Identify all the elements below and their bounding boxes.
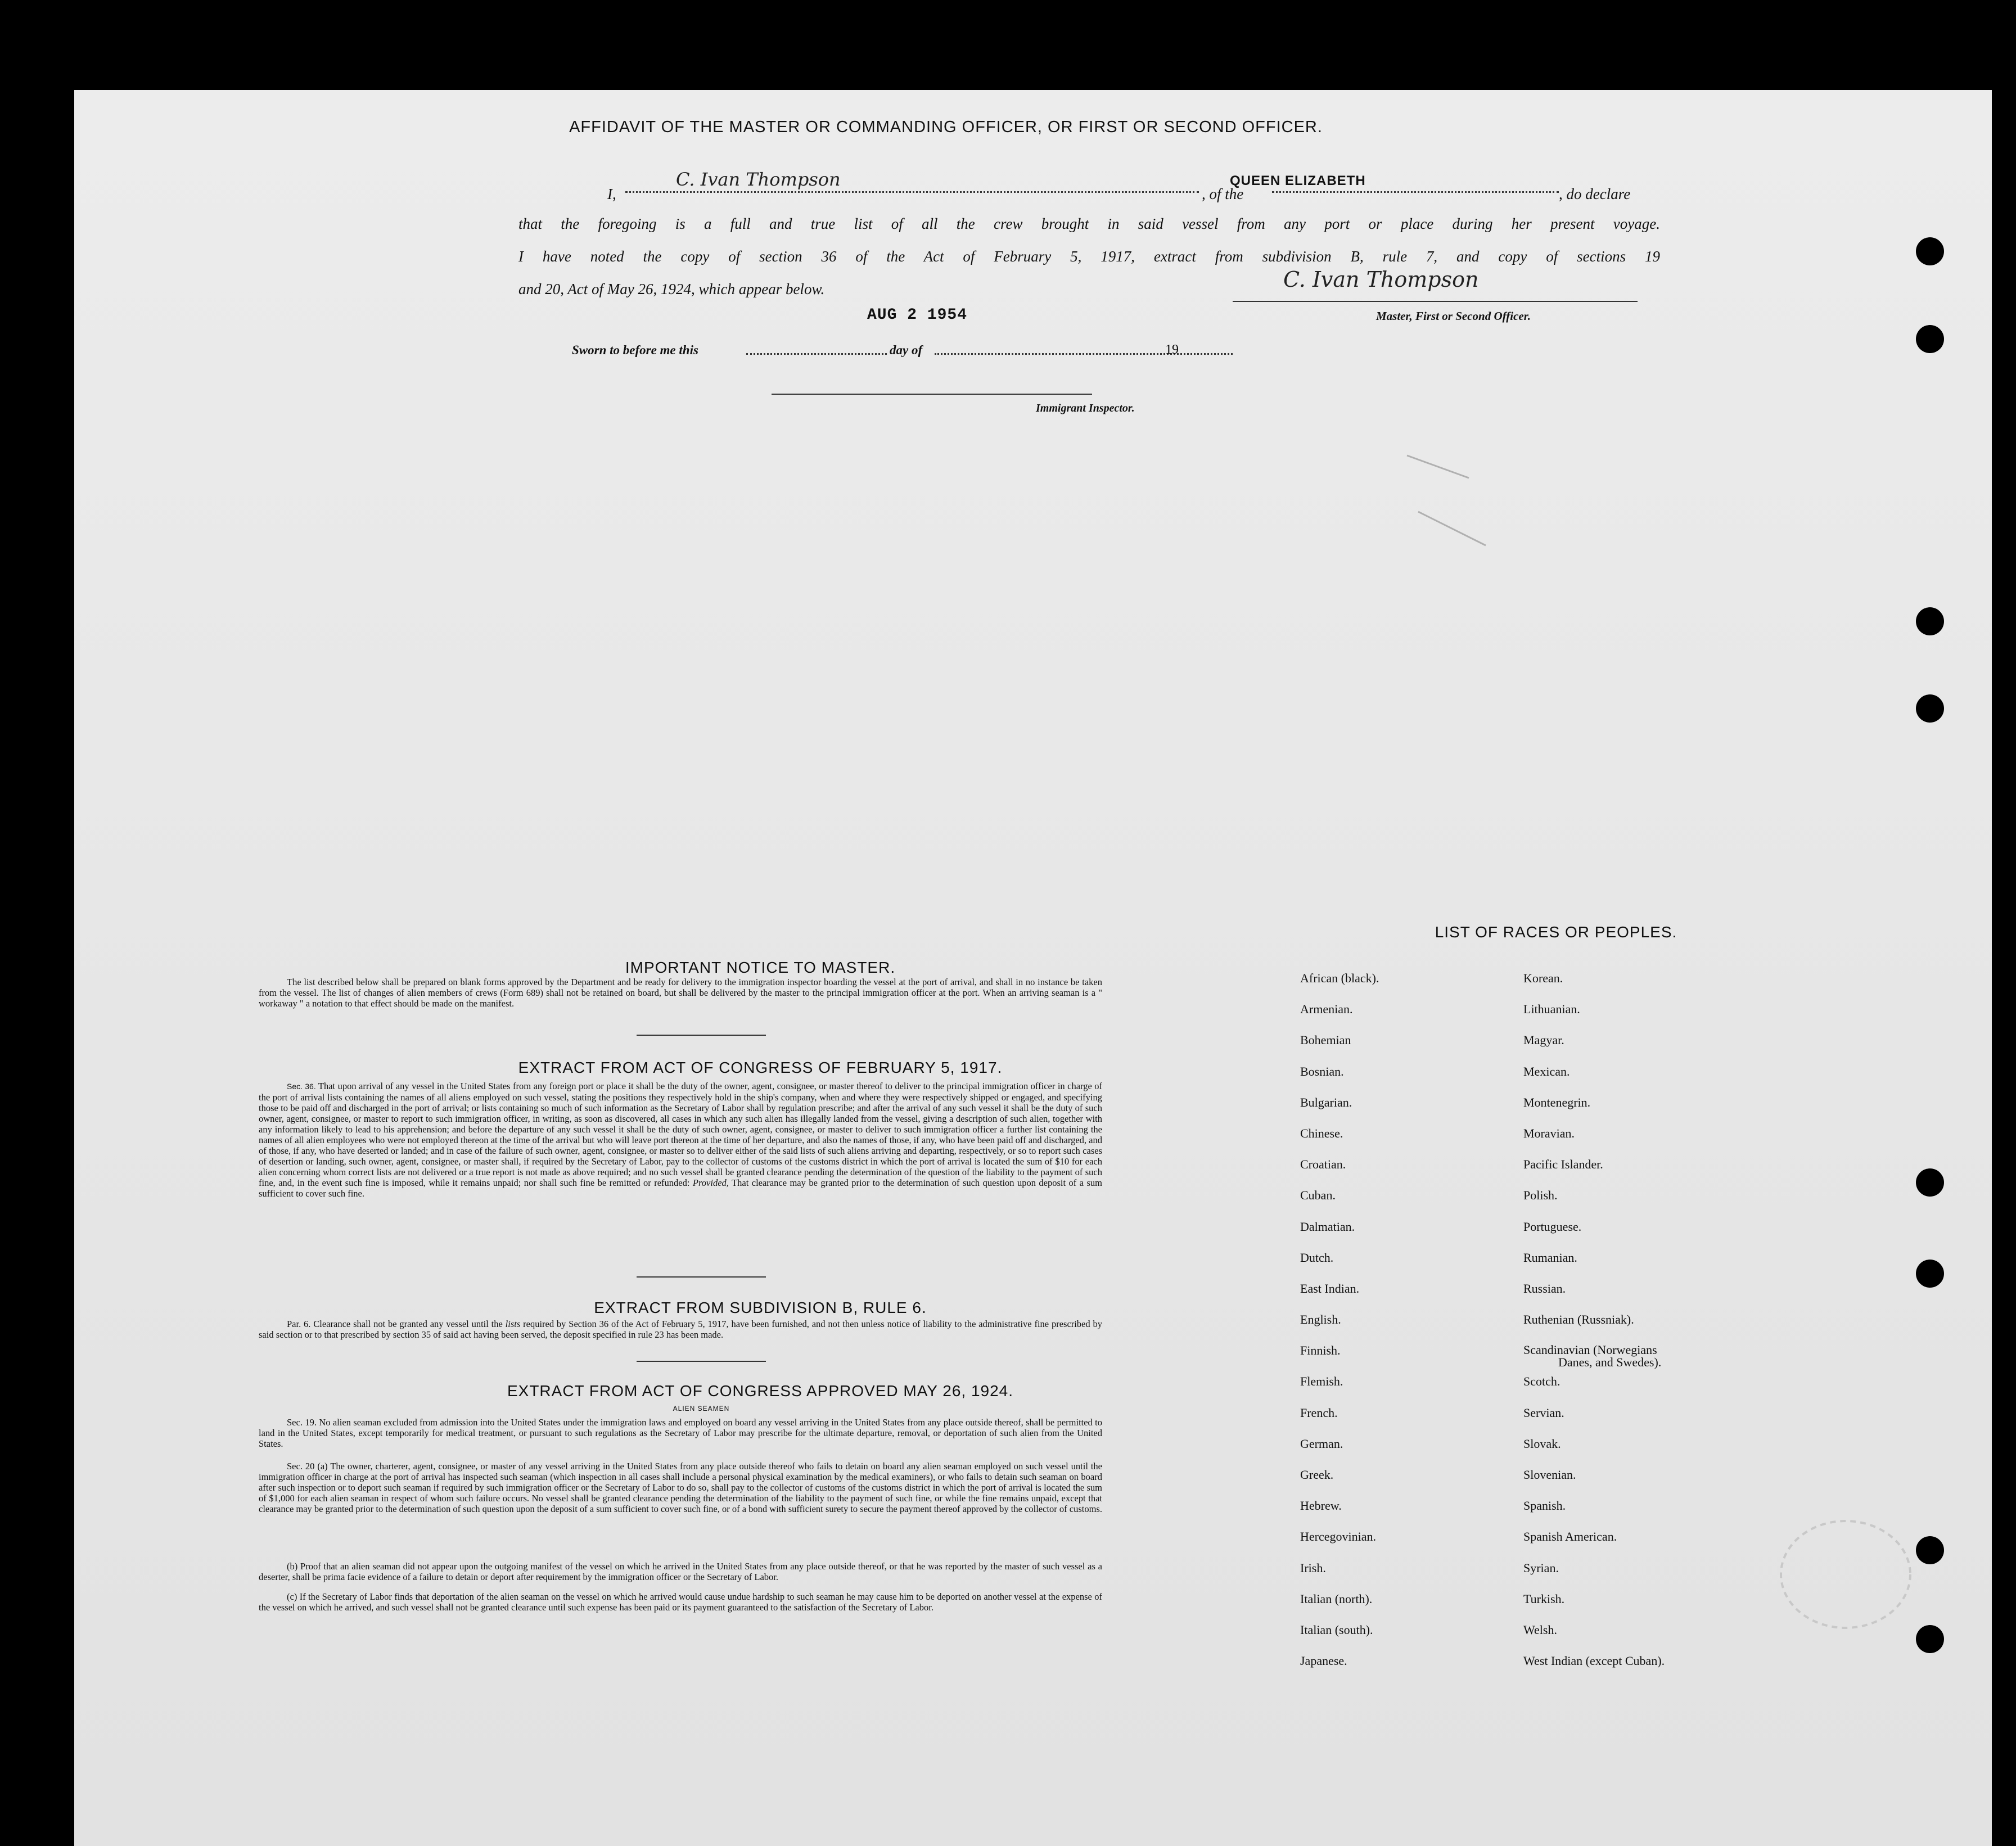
declaration-line-4: and 20, Act of May 26, 1924, which appear below. xyxy=(518,281,825,297)
punch-hole xyxy=(1916,1260,1944,1288)
par6-text-a: Clearance shall not be granted any vessel until the xyxy=(313,1319,503,1329)
year-prefix: 19 xyxy=(1165,342,1179,357)
race-item: Bulgarian. xyxy=(1300,1095,1352,1109)
officer-signature-line xyxy=(1233,301,1638,302)
sec20-label: Sec. 20 xyxy=(287,1461,315,1472)
sec20a-paragraph xyxy=(259,1461,1102,1514)
races-title: LIST OF RACES OR PEOPLES. xyxy=(1435,923,1677,941)
race-item: Dalmatian. xyxy=(1300,1219,1355,1234)
par6-text-b: required by Section 36 of the Act of February 5, 1917, have been furnished, and not then unless notice of liability to the administrative fine prescribed by said section or to that prescribed by section 35 of said act having been served, the deposit specified in rule 23 has been made. xyxy=(259,1319,1103,1340)
race-item: Greek. xyxy=(1300,1468,1334,1482)
extract-1917-body xyxy=(259,1081,1102,1199)
race-item: Pacific Islander. xyxy=(1523,1157,1603,1172)
punch-hole xyxy=(1916,694,1944,723)
officer-caption: Master, First or Second Officer. xyxy=(1376,309,1531,323)
sworn-month-line xyxy=(935,353,1233,355)
alien-seamen-subtitle: ALIEN SEAMEN xyxy=(673,1405,730,1412)
race-item: Slovak. xyxy=(1523,1436,1561,1451)
race-item: Montenegrin. xyxy=(1523,1095,1591,1109)
master-name-signature: C. Ivan Thompson xyxy=(676,169,841,190)
race-item: Chinese. xyxy=(1300,1126,1343,1140)
race-item: Finnish. xyxy=(1300,1343,1341,1358)
race-item: Italian (north). xyxy=(1300,1591,1373,1606)
notice-title: IMPORTANT NOTICE TO MASTER. xyxy=(625,959,896,976)
race-item: Servian. xyxy=(1523,1405,1564,1420)
race-item: Ruthenian (Russniak). xyxy=(1523,1312,1634,1327)
race-item: Bohemian xyxy=(1300,1033,1351,1048)
race-item: Dutch. xyxy=(1300,1250,1334,1265)
faint-mark xyxy=(1401,450,1491,551)
sworn-day-line xyxy=(746,353,887,355)
of-the-label: , of the xyxy=(1202,186,1244,202)
sec19-text: No alien seaman excluded from admission into the United States under the immigration laws and employed on board any vessel arriving in the United States from any place outside thereof, shall be permitted to land in the United States, except temporarily for medical treatment, or pursuant to such regulations as the Secretary of Labor may prescribe for the ultimate departure, removal, or deportation of such alien from the United States. xyxy=(259,1417,1103,1449)
punch-hole xyxy=(1916,1536,1944,1564)
i-label: I, xyxy=(607,186,616,202)
provided-word: Provided, xyxy=(692,1177,729,1188)
sworn-label: Sworn to before me this xyxy=(572,343,698,357)
race-item: Syrian. xyxy=(1523,1560,1559,1575)
race-item xyxy=(1523,1344,1665,1375)
par6-label: Par. 6. xyxy=(287,1319,311,1329)
inspector-signature-line xyxy=(772,394,1092,395)
race-item: African (black). xyxy=(1300,971,1379,985)
race-item: Hebrew. xyxy=(1300,1499,1342,1513)
race-item: English. xyxy=(1300,1312,1341,1327)
affidavit-title: AFFIDAVIT OF THE MASTER OR COMMANDING OFFICER, OR FIRST OR SECOND OFFICER. xyxy=(569,118,1323,136)
race-item: Korean. xyxy=(1523,971,1563,985)
race-item: French. xyxy=(1300,1405,1338,1420)
divider xyxy=(637,1035,766,1036)
race-item: Slovenian. xyxy=(1523,1468,1576,1482)
race-item: Japanese. xyxy=(1300,1654,1347,1668)
race-item: Mexican. xyxy=(1523,1064,1570,1078)
punch-hole xyxy=(1916,325,1944,353)
declaration-line-2: that the foregoing is a full and true list of all the crew brought in said vessel from any port or place during her present voyage. xyxy=(518,215,1660,232)
race-item: Russian. xyxy=(1523,1281,1566,1296)
punch-hole xyxy=(1916,607,1944,635)
race-item: Irish. xyxy=(1300,1560,1326,1575)
race-item: Italian (south). xyxy=(1300,1622,1373,1637)
day-of-label: day of xyxy=(890,343,923,357)
divider xyxy=(637,1276,766,1278)
race-item: Polish. xyxy=(1523,1188,1558,1203)
race-item: Spanish. xyxy=(1523,1499,1566,1513)
sec20b-paragraph: (b) Proof that an alien seaman did not appear upon the outgoing manifest of the vessel on which he arrived in the United States from any place outside thereof, or that he was reported by the master of such vessel as a deserter, shall be prima facie evidence of a failure to detain or deport after requirement by the immigration officer or the Secretary of Labor. xyxy=(259,1561,1102,1582)
faint-stamp-mark xyxy=(1773,1513,1919,1636)
race-item: East Indian. xyxy=(1300,1281,1360,1296)
extract-1924-title: EXTRACT FROM ACT OF CONGRESS APPROVED MAY 26, 1924. xyxy=(507,1382,1014,1400)
races-left-column xyxy=(1300,972,1379,1685)
race-item: Bosnian. xyxy=(1300,1064,1344,1078)
race-item: Rumanian. xyxy=(1523,1250,1577,1265)
race-item: Flemish. xyxy=(1300,1374,1343,1389)
race-item: Scotch. xyxy=(1523,1374,1561,1389)
punch-hole xyxy=(1916,1625,1944,1653)
date-stamp: AUG 2 1954 xyxy=(867,306,968,324)
race-item: Lithuanian. xyxy=(1523,1002,1580,1017)
notice-body: The list described below shall be prepared on blank forms approved by the Department and be ready for delivery to the immigration inspector boarding the vessel at the port of arrival, and shall in no instance be taken from the vessel. The list of changes of alien members of crews (Form 689) shall not be retained on board, but shall be delivered by the master to the principal immigration officer at the port. When an arriving seaman is a " workaway " a notation to that effect should be made on the manifest. xyxy=(259,977,1102,1009)
inspector-caption: Immigrant Inspector. xyxy=(1036,402,1135,414)
sec36-label: Sec. 36. xyxy=(287,1082,316,1091)
divider xyxy=(637,1361,766,1362)
race-item: German. xyxy=(1300,1436,1343,1451)
sec20c-paragraph: (c) If the Secretary of Labor finds that deportation of the alien seaman on the vessel on which he arrived would cause undue hardship to such seaman he may cause him to be deported on another vessel at the expense of the vessel on which he arrived, and such vessel shall not be granted clearance until such expense has been paid or its payment guaranteed to the satisfaction of the Secretary of Labor. xyxy=(259,1591,1102,1613)
race-item-line2: Danes, and Swedes). xyxy=(1558,1355,1662,1370)
vessel-name: QUEEN ELIZABETH xyxy=(1230,173,1366,188)
race-item: Portuguese. xyxy=(1523,1219,1582,1234)
race-item: Turkish. xyxy=(1523,1591,1565,1606)
sec19-label: Sec. 19. xyxy=(287,1417,317,1428)
declaration-line-3: I have noted the copy of section 36 of the Act of February 5, 1917, extract from subdivision B, rule 7, and copy of sections 19 xyxy=(518,248,1660,265)
vessel-line xyxy=(1272,191,1559,193)
subdivision-body xyxy=(259,1319,1102,1340)
race-item: Moravian. xyxy=(1523,1126,1575,1140)
do-declare-label: , do declare xyxy=(1559,186,1631,202)
lists-word: lists xyxy=(505,1319,521,1329)
sec36-text-b: That clearance may be granted prior to the determination of such question upon deposit of a sum sufficient to cover such fine. xyxy=(259,1177,1103,1199)
race-item: Cuban. xyxy=(1300,1188,1336,1203)
sec20a-text: (a) The owner, charterer, agent, consignee, or master of any vessel arriving in the United States from any place outside thereof who fails to detain on board any alien seaman employed on such vessel until the immigration officer in charge at the port of arrival has inspected such seaman (which inspection in all cases shall include a personal physical examination by the medical examiners), or who fails to detain such seaman on board after such inspection or to deport such seaman if required by such immigration officer or the Secretary of Labor to do so, shall pay to the collector of customs of the customs district in which the port of arrival is located the sum of $1,000 for each alien seaman in respect of whom such failure occurs. No vessel shall be granted clearance pending the determination of the liability to the payment of such fine, or while the fine remains unpaid, except that clearance may be granted prior to the determination of such question upon the deposit of a sum sufficient to cover such fine, or of a bond with sufficient surety to secure the payment thereof approved by the collector of customs. xyxy=(259,1461,1103,1514)
punch-hole xyxy=(1916,1168,1944,1197)
race-item: Hercegovinian. xyxy=(1300,1529,1376,1544)
race-item: Spanish American. xyxy=(1523,1529,1617,1544)
races-right-column xyxy=(1523,972,1665,1685)
name-line xyxy=(625,191,1199,193)
race-item: Magyar. xyxy=(1523,1033,1564,1048)
race-item-line1: Scandinavian (Norwegians xyxy=(1523,1343,1657,1357)
race-item: Croatian. xyxy=(1300,1157,1346,1172)
race-item: West Indian (except Cuban). xyxy=(1523,1654,1665,1668)
document-page xyxy=(74,90,1992,1846)
punch-hole xyxy=(1916,237,1944,265)
sec36-text-a: That upon arrival of any vessel in the United States from any foreign port or place it shall be the duty of the owner, agent, consignee, or master thereof to deliver to the principal immigration officer in charge of the port of arrival lists containing the names of all aliens employed on such vessel, stating the positions they respectively hold in the ship's company, when and where they were respectively shipped or engaged, and specifying those to be paid off and discharged in the port of arrival; or lists containing so much of such information as the Secretary of Labor shall by regulation prescribe; and after the arrival of any such vessel it shall be the duty of such owner, agent, consignee, or master to report to such immigration officer, in writing, as soon as discovered, all cases in which any such alien has illegally landed from the vessel, giving a description of such alien, together with any information likely to lead to his apprehension; and before the departure of any such vessel it shall be the duty of such owner, agent, consignee, or master to deliver to such immigration officer a further list containing the names of all alien employees who were not employed thereon at the time of the arrival but who will leave port thereon at the time of her departure, and also the names of those, if any, who have been paid off and discharged, and of those, if any, who have deserted or landed; and in case of the failure of such owner, agent, consignee, or master so to deliver either of the said lists of such aliens arriving and departing, respectively, or so to report such cases of desertion or landing, such owner, agent, consignee, or master shall, if required by the Secretary of Labor, pay to the collector of customs of the customs district in which the port of arrival is located the sum of $10 for each alien concerning whom correct lists are not delivered or a true report is not made as above required; and no such vessel shall be granted clearance pending the determination of the question of the liability to the payment of such fine, and, in the event such fine is imposed, while it remains unpaid; nor shall such fine be remitted or refunded: xyxy=(259,1081,1102,1188)
subdivision-title: EXTRACT FROM SUBDIVISION B, RULE 6. xyxy=(594,1299,927,1316)
race-item: Armenian. xyxy=(1300,1002,1353,1017)
race-item: Welsh. xyxy=(1523,1622,1557,1637)
sec19-paragraph xyxy=(259,1417,1102,1449)
officer-signature: C. Ivan Thompson xyxy=(1283,267,1479,292)
extract-1917-title: EXTRACT FROM ACT OF CONGRESS OF FEBRUARY 5, 1917. xyxy=(518,1059,1003,1076)
